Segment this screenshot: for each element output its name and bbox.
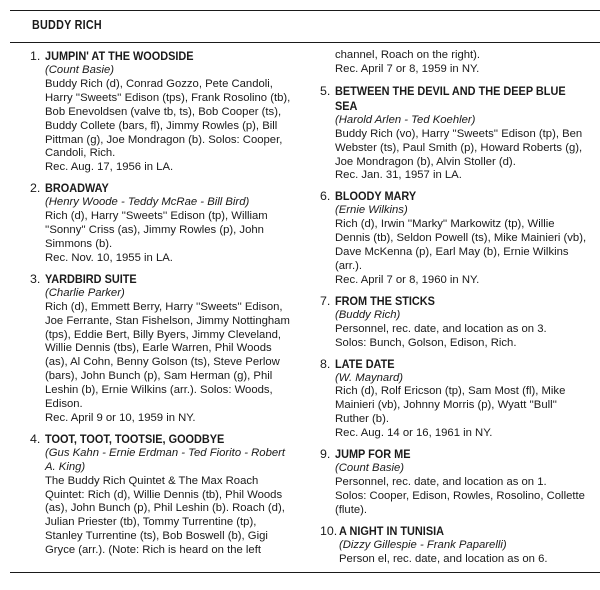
track-personnel: Rich (d), Harry ''Sweets'' Edison (tp), William ''Sonny'' Criss (as), Jimmy Rowles (p), John Simmons (b). xyxy=(45,210,268,250)
track-personnel: Person el, rec. date, and location as on 6. xyxy=(339,552,548,565)
track-personnel: Personnel, rec. date, and location as on 3. xyxy=(335,322,547,335)
track-personnel-continued: channel, Roach on the right). xyxy=(335,49,481,61)
track-personnel: Personnel, rec. date, and location as on 1. xyxy=(335,475,547,488)
track-7 xyxy=(320,294,588,351)
track-2 xyxy=(30,181,292,266)
track-number: 9. xyxy=(320,447,331,462)
top-rule xyxy=(10,10,600,11)
track-title: BLOODY MARY xyxy=(335,189,417,204)
track-composer: (Charlie Parker) xyxy=(45,286,125,299)
track-title: FROM THE STICKS xyxy=(335,293,435,308)
header-rule xyxy=(10,42,600,43)
track-composer: (Dizzy Gillespie - Frank Paparelli) xyxy=(339,538,507,551)
bottom-rule xyxy=(10,572,600,573)
track-composer: (Henry Woode - Teddy McRae - Bill Bird) xyxy=(45,196,250,209)
track-recording: Rec. April 7 or 8, 1959 in NY. xyxy=(335,62,480,75)
track-5 xyxy=(320,84,588,184)
track-title: JUMPIN' AT THE WOODSIDE xyxy=(45,49,194,63)
track-recording: Rec. Jan. 31, 1957 in LA. xyxy=(335,169,462,182)
track-composer: (Ernie Wilkins) xyxy=(335,204,408,217)
left-column xyxy=(30,49,292,564)
track-1 xyxy=(30,49,292,175)
track-title: LATE DATE xyxy=(335,356,395,371)
track-number: 10. xyxy=(320,523,338,538)
track-personnel: Rich (d), Rolf Ericson (tp), Sam Most (fl), Mike Mainieri (vb), Johnny Morris (p), Wyatt ''Bull'' Ruther (b). xyxy=(335,385,566,426)
page-title: BUDDY RICH xyxy=(32,18,102,32)
track-title: BROADWAY xyxy=(45,181,109,196)
track-composer: (Count Basie) xyxy=(335,462,405,475)
track-3 xyxy=(30,272,292,426)
track-10 xyxy=(320,524,588,567)
track-composer: (W. Maynard) xyxy=(335,371,403,384)
track-solos: Solos: Cooper, Edison, Rowles, Rosolino, Collette (flute). xyxy=(335,489,585,516)
track-personnel: The Buddy Rich Quintet & The Max Roach Quintet: Rich (d), Willie Dennis (tb), Phil Woods (as), John Bunch (p), Phil Leshin (b). Roach (d), Julian Priester (tb), Tommy Turrentine (tp), Stanley Turrentine (ts), Bob Boswell (b), Gigi Gryce (arr.). (Note: Rich is heard on the left xyxy=(45,474,285,557)
track-title: BETWEEN THE DEVIL AND THE DEEP BLUE SEA xyxy=(335,83,566,113)
track-title: YARDBIRD SUITE xyxy=(45,271,137,286)
track-composer: (Harold Arlen - Ted Koehler) xyxy=(335,113,476,126)
track-number: 7. xyxy=(320,293,331,308)
track-title: JUMP FOR ME xyxy=(335,447,411,462)
track-solos: Solos: Bunch, Golson, Edison, Rich. xyxy=(335,336,517,349)
track-personnel: Rich (d), Emmett Berry, Harry ''Sweets'' Edison, Joe Ferrante, Stan Fishelson, Jimmy Nottingham (tps), Eddie Bert, Billy Byers, Jimmy Cleveland, Willie Dennis (tbs), Earle Warren, Phil Woods (as), Al Cohn, Benny Golson (ts), Steve Perlow (bars), John Bunch (p), Sam Herman (g), Phil Leshin (b), Ernie Wilkins (arr.). Solos: Woods, Edison. xyxy=(45,300,290,411)
track-number: 6. xyxy=(320,189,331,204)
track-composer: (Buddy Rich) xyxy=(335,308,401,321)
track-9 xyxy=(320,447,588,518)
track-number: 8. xyxy=(320,356,331,371)
track-number: 1. xyxy=(30,49,41,63)
track-6 xyxy=(320,189,588,287)
track-personnel: Buddy Rich (d), Conrad Gozzo, Pete Candoli, Harry ''Sweets'' Edison (tps), Frank Rosolino (tb), Bob Enevoldsen (valve tb, ts), Bob Cooper (ts), Buddy Collete (bars, fl), Jimmy Rowles (p), Bill Pittman (g), Joe Mondragon (b). Solos: Cooper, Candoli, Rich. xyxy=(45,77,291,160)
track-recording: Rec. Aug. 17, 1956 in LA. xyxy=(45,161,174,174)
track-recording: Rec. Aug. 14 or 16, 1961 in NY. xyxy=(335,427,493,440)
track-4-continued xyxy=(320,49,588,77)
track-number: 5. xyxy=(320,83,331,98)
track-recording: Rec. April 9 or 10, 1959 in NY. xyxy=(45,411,196,424)
track-8 xyxy=(320,357,588,442)
track-composer: (Gus Kahn - Ernie Erdman - Ted Fiorito - Robert A. King) xyxy=(45,446,286,473)
track-personnel: Rich (d), Irwin ''Marky'' Markowitz (tp), Willie Dennis (tb), Seldon Powell (ts), Mike Mainieri (vb), Dave McKenna (p), Earl May (b), Ernie Wilkins (arr.). xyxy=(335,218,587,272)
track-recording: Rec. April 7 or 8, 1960 in NY. xyxy=(335,273,480,286)
right-column xyxy=(320,49,588,572)
track-title: TOOT, TOOT, TOOTSIE, GOODBYE xyxy=(45,431,225,446)
track-number: 2. xyxy=(30,181,41,196)
track-number: 4. xyxy=(30,431,41,446)
track-composer: (Count Basie) xyxy=(45,64,115,76)
track-title: A NIGHT IN TUNISIA xyxy=(339,523,445,538)
track-personnel: Buddy Rich (vo), Harry ''Sweets'' Edison (tp), Ben Webster (ts), Paul Smith (p), Howard Roberts (g), Joe Mondragon (b), Alvin Stoller (d). xyxy=(335,127,583,168)
track-number: 3. xyxy=(30,271,41,286)
track-recording: Rec. Nov. 10, 1955 in LA. xyxy=(45,251,173,264)
track-4 xyxy=(30,432,292,558)
